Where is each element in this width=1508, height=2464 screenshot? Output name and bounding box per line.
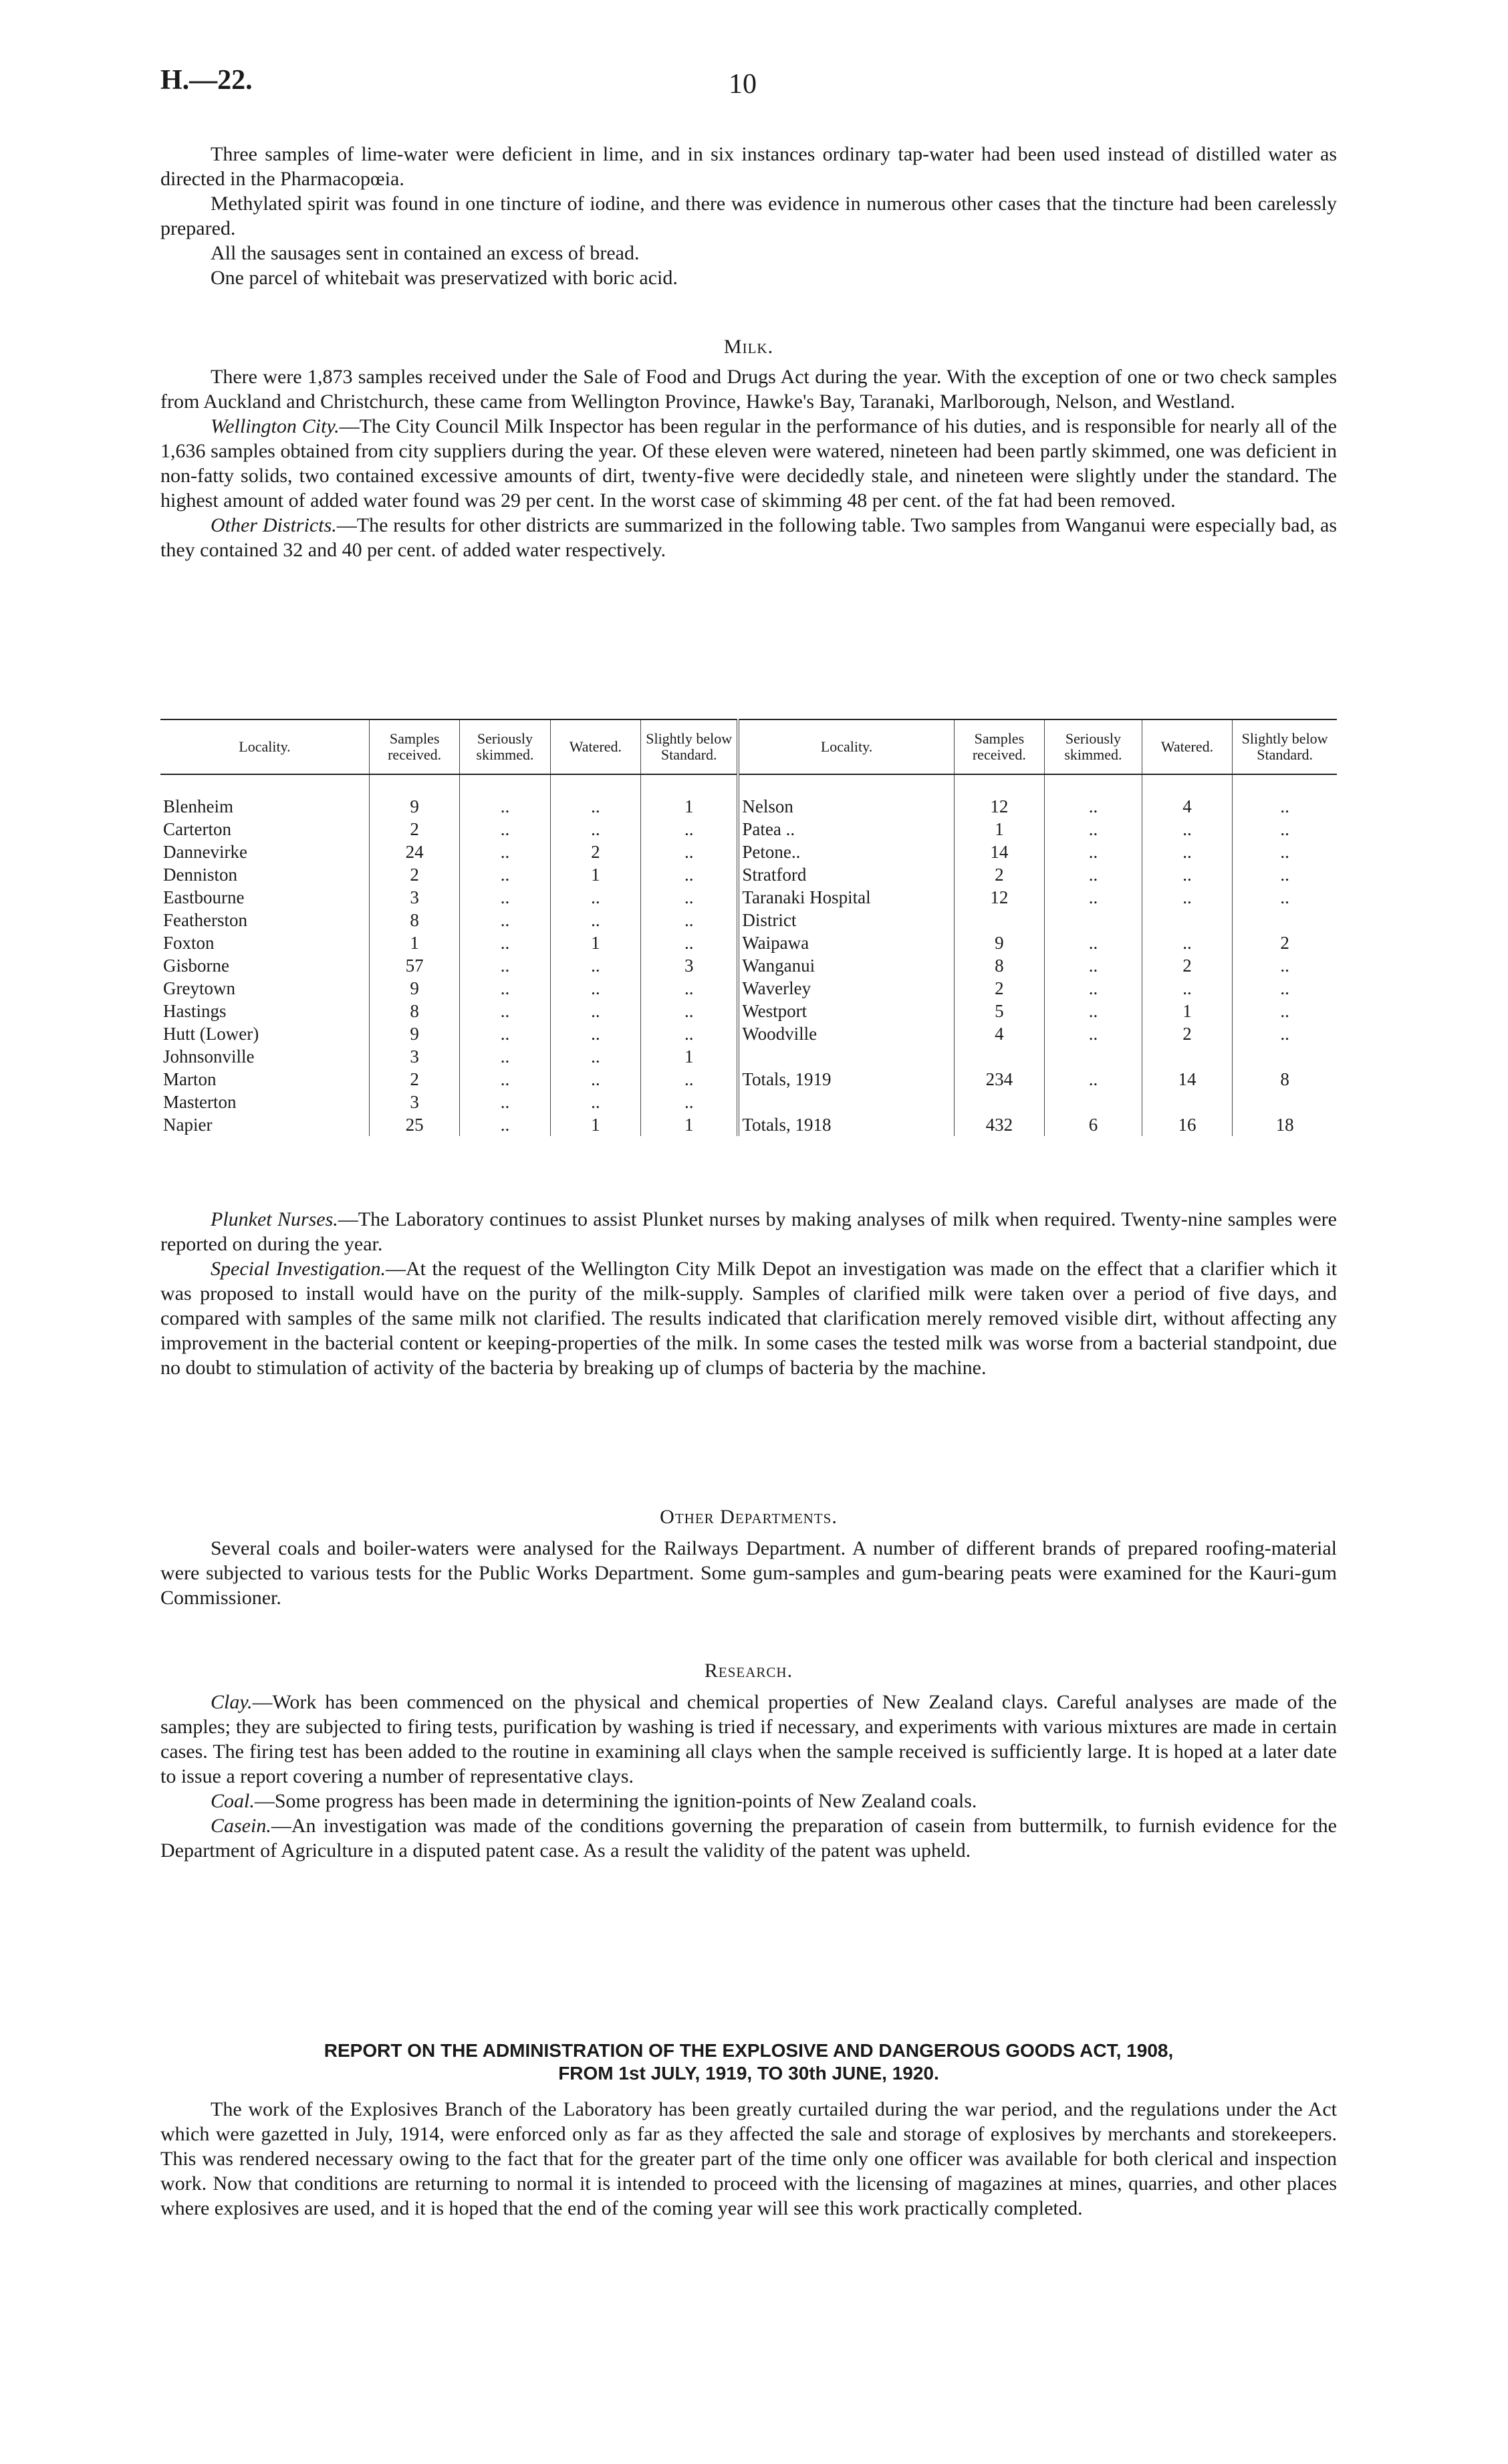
value-cell: .. (550, 818, 640, 841)
value-cell: .. (641, 1091, 739, 1113)
research-heading: Research. (704, 1660, 793, 1682)
header-watered: Watered. (1142, 719, 1232, 774)
value-cell: 24 (369, 841, 459, 863)
value-cell: .. (641, 1000, 739, 1022)
casein-lead: Casein. (211, 1815, 271, 1837)
value-cell: 3 (369, 886, 459, 909)
value-cell: .. (1233, 795, 1337, 818)
value-cell (1142, 909, 1232, 931)
value-cell: 1 (641, 1113, 739, 1136)
value-cell: .. (550, 909, 640, 931)
table-spacer-row (160, 774, 1337, 795)
value-cell: .. (460, 1091, 550, 1113)
value-cell: 1 (954, 818, 1044, 841)
other-districts-text: —The results for other districts are summarized in the following table. Two samples from Wanganui were especially bad, as they contained 32 and 40 per cent. of added water respectively. (160, 514, 1337, 561)
value-cell: .. (460, 931, 550, 954)
value-cell: 9 (954, 931, 1044, 954)
value-cell: .. (1142, 886, 1232, 909)
table-cell (641, 774, 739, 795)
value-cell: 5 (954, 1000, 1044, 1022)
value-cell: 14 (1142, 1068, 1232, 1091)
value-cell: .. (1142, 841, 1232, 863)
value-cell: .. (550, 1091, 640, 1113)
value-cell: 8 (369, 1000, 459, 1022)
value-cell: .. (641, 818, 739, 841)
milk-heading: Milk. (723, 336, 774, 358)
value-cell: .. (460, 1068, 550, 1091)
value-cell (1233, 909, 1337, 931)
value-cell: .. (641, 977, 739, 1000)
plunket-text: —The Laboratory continues to assist Plunket nurses by making analyses of milk when required. Twenty-nine samples were reported on during the year. (160, 1208, 1337, 1255)
locality-cell: Blenheim (163, 796, 233, 816)
other-districts-paragraph (160, 513, 1337, 562)
value-cell: .. (1045, 818, 1142, 841)
table-cell (550, 774, 640, 795)
value-cell: 8 (1233, 1068, 1337, 1091)
value-cell: .. (550, 1068, 640, 1091)
value-cell: 2 (1142, 954, 1232, 977)
header-samples: Samples received. (369, 719, 459, 774)
table-row (160, 1000, 1337, 1022)
header-locality: Locality. (738, 719, 954, 774)
clay-paragraph (160, 1690, 1337, 1789)
value-cell: .. (460, 841, 550, 863)
value-cell: 1 (641, 795, 739, 818)
locality-cell: Carterton (163, 818, 231, 839)
value-cell: .. (550, 795, 640, 818)
report-title-line2: FROM 1st JULY, 1919, TO 30th JUNE, 1920. (558, 2063, 939, 2084)
table-cell (1142, 774, 1232, 795)
locality-cell: Patea .. (738, 818, 954, 841)
value-cell: .. (1233, 841, 1337, 863)
value-cell: .. (641, 1022, 739, 1045)
value-cell: .. (1233, 1022, 1337, 1045)
wellington-city-text: —The City Council Milk Inspector has been regular in the performance of his duties, and is responsible for nearly all of the 1,636 samples obtained from city suppliers during the year. Of these eleven were watered, nineteen had been partly skimmed, one was deficient in non-fatty solids, two contained excessive amounts of dirt, twenty-five were decidedly stale, and nineteen were slightly under the standard. The highest amount of added water found was 29 per cent. In the worst case of skimming 48 per cent. of the fat had been removed. (160, 415, 1337, 512)
table-header-row (160, 719, 1337, 774)
value-cell: 2 (369, 818, 459, 841)
value-cell: 2 (369, 1068, 459, 1091)
other-departments-paragraph: Several coals and boiler-waters were analysed for the Railways Department. A number of different brands of prepared roofing-material were subjected to various tests for the Public Works Department. Some gum-samples and gum-bearing peats were examined for the Kauri-gum Commissioner. (160, 1537, 1337, 1609)
value-cell: 2 (1233, 931, 1337, 954)
value-cell: 4 (954, 1022, 1044, 1045)
value-cell (954, 1045, 1044, 1068)
research-section (160, 1658, 1337, 1863)
value-cell: 9 (369, 977, 459, 1000)
table-row (160, 1022, 1337, 1045)
value-cell: .. (460, 1045, 550, 1068)
value-cell (1233, 1091, 1337, 1113)
table-row (160, 841, 1337, 863)
intro-paragraph: All the sausages sent in contained an excess of bread. (211, 242, 640, 264)
value-cell: .. (1233, 954, 1337, 977)
coal-text: —Some progress has been made in determining the ignition-points of New Zealand coals. (254, 1790, 977, 1812)
header-skimmed: Seriously skimmed. (460, 719, 550, 774)
value-cell: .. (641, 909, 739, 931)
value-cell: .. (1045, 886, 1142, 909)
value-cell: .. (641, 931, 739, 954)
value-cell: 3 (369, 1091, 459, 1113)
value-cell: 3 (369, 1045, 459, 1068)
locality-cell: Petone.. (738, 841, 954, 863)
value-cell: .. (641, 1068, 739, 1091)
explosives-report-section (160, 2039, 1337, 2221)
value-cell: .. (460, 1113, 550, 1136)
locality-cell: Woodville (738, 1022, 954, 1045)
value-cell: 14 (954, 841, 1044, 863)
value-cell: .. (550, 1000, 640, 1022)
value-cell: 9 (369, 1022, 459, 1045)
coal-paragraph (160, 1789, 1337, 1813)
value-cell: .. (1233, 1000, 1337, 1022)
value-cell: .. (460, 795, 550, 818)
wellington-city-paragraph (160, 414, 1337, 513)
locality-cell: Greytown (163, 978, 235, 998)
page-number: 10 (729, 69, 757, 100)
plunket-paragraph (160, 1207, 1337, 1256)
locality-cell: Westport (738, 1000, 954, 1022)
table-row (160, 863, 1337, 886)
other-districts-lead: Other Districts. (211, 514, 337, 536)
table-body (160, 774, 1337, 1136)
value-cell: 234 (954, 1068, 1044, 1091)
value-cell: .. (641, 841, 739, 863)
table-cell (460, 774, 550, 795)
value-cell: .. (1142, 931, 1232, 954)
table-cell (369, 774, 459, 795)
locality-cell: Hutt (Lower) (163, 1023, 259, 1044)
value-cell: 8 (954, 954, 1044, 977)
value-cell: 2 (954, 977, 1044, 1000)
other-departments-heading: Other Departments. (660, 1506, 838, 1528)
header-skimmed: Seriously skimmed. (1045, 719, 1142, 774)
value-cell: .. (1045, 977, 1142, 1000)
casein-text: —An investigation was made of the conditions governing the preparation of casein from buttermilk, to furnish evidence for the Department of Agriculture in a disputed patent case. As a result the validity of the patent was upheld. (160, 1815, 1337, 1862)
value-cell: .. (1045, 1000, 1142, 1022)
value-cell: 1 (550, 863, 640, 886)
value-cell: .. (460, 1000, 550, 1022)
value-cell: .. (1142, 818, 1232, 841)
locality-cell: Nelson (738, 795, 954, 818)
value-cell (1045, 1045, 1142, 1068)
special-investigation-lead: Special Investigation. (211, 1258, 386, 1280)
value-cell: .. (1233, 863, 1337, 886)
locality-cell: Gisborne (163, 955, 229, 976)
header-below-standard: Slightly below Standard. (641, 719, 739, 774)
value-cell: 2 (369, 863, 459, 886)
table-row (160, 818, 1337, 841)
value-cell: .. (460, 886, 550, 909)
locality-cell: Waipawa (738, 931, 954, 954)
locality-cell: Napier (163, 1114, 213, 1135)
value-cell: 57 (369, 954, 459, 977)
value-cell (1142, 1091, 1232, 1113)
value-cell: .. (550, 954, 640, 977)
value-cell: .. (641, 886, 739, 909)
table-cell (954, 774, 1044, 795)
milk-section (160, 334, 1337, 562)
value-cell: .. (550, 977, 640, 1000)
intro-paragraph: Three samples of lime-water were deficient in lime, and in six instances ordinary tap-water had been used instead of distilled water as directed in the Pharmacopœia. (160, 143, 1337, 190)
value-cell: 9 (369, 795, 459, 818)
value-cell: 25 (369, 1113, 459, 1136)
value-cell: 1 (1142, 1000, 1232, 1022)
header-below-standard: Slightly below Standard. (1233, 719, 1337, 774)
plunket-lead: Plunket Nurses. (211, 1208, 338, 1230)
table-cell (1233, 774, 1337, 795)
locality-cell: Taranaki Hospital (738, 886, 954, 909)
report-paragraph: The work of the Explosives Branch of the Laboratory has been greatly curtailed during the war period, and the regulations under the Act which were gazetted in July, 1914, were enforced only as far as they affected the sale and storage of explosives by merchants and storekeepers. This was rendered necessary owing to the fact that for the greater part of the time only one officer was available for both clerical and inspection work. Now that conditions are returning to normal it is intended to proceed with the licensing of magazines at mines, quarries, and other places where explosives are used, and it is hoped that the end of the coming year will see this work practically completed. (160, 2098, 1337, 2219)
table-row (160, 977, 1337, 1000)
value-cell: .. (1045, 1022, 1142, 1045)
locality-cell: Wanganui (738, 954, 954, 977)
locality-cell: Waverley (738, 977, 954, 1000)
locality-cell: Hastings (163, 1000, 227, 1021)
header-samples: Samples received. (954, 719, 1044, 774)
table-row (160, 1091, 1337, 1113)
table-row (160, 931, 1337, 954)
wellington-city-lead: Wellington City. (211, 415, 340, 437)
value-cell: .. (460, 818, 550, 841)
milk-notes-section (160, 1207, 1337, 1380)
value-cell: .. (1045, 931, 1142, 954)
value-cell: 4 (1142, 795, 1232, 818)
locality-cell: District (738, 909, 954, 931)
value-cell: .. (1045, 795, 1142, 818)
value-cell: .. (1045, 863, 1142, 886)
table-row (160, 954, 1337, 977)
table-row (160, 795, 1337, 818)
value-cell (954, 909, 1044, 931)
value-cell: .. (460, 1022, 550, 1045)
header-locality: Locality. (160, 719, 369, 774)
locality-cell: Totals, 1918 (738, 1113, 954, 1136)
clay-lead: Clay. (211, 1691, 253, 1713)
locality-cell: Foxton (163, 932, 215, 953)
table-cell (738, 774, 954, 795)
milk-districts-table (160, 719, 1337, 1136)
intro-paragraph: Methylated spirit was found in one tincture of iodine, and there was evidence in numerous other cases that the tincture had been carelessly prepared. (160, 193, 1337, 239)
value-cell (1045, 1091, 1142, 1113)
value-cell: .. (460, 977, 550, 1000)
value-cell: .. (460, 909, 550, 931)
special-investigation-paragraph (160, 1256, 1337, 1380)
value-cell: .. (1142, 977, 1232, 1000)
value-cell: 1 (641, 1045, 739, 1068)
value-cell: .. (460, 863, 550, 886)
value-cell: 1 (550, 1113, 640, 1136)
value-cell (1142, 1045, 1232, 1068)
value-cell: 12 (954, 886, 1044, 909)
value-cell: 432 (954, 1113, 1044, 1136)
value-cell: 3 (641, 954, 739, 977)
value-cell: .. (550, 1045, 640, 1068)
value-cell: .. (1045, 1068, 1142, 1091)
value-cell: .. (1142, 863, 1232, 886)
header-watered: Watered. (550, 719, 640, 774)
locality-cell: Johnsonville (163, 1046, 255, 1067)
table-cell (160, 774, 369, 795)
value-cell: .. (1233, 977, 1337, 1000)
locality-cell: Masterton (163, 1091, 237, 1112)
value-cell: 12 (954, 795, 1044, 818)
table-cell (1045, 774, 1142, 795)
value-cell: 2 (550, 841, 640, 863)
value-cell: .. (1045, 841, 1142, 863)
table-row (160, 886, 1337, 909)
value-cell: .. (1233, 818, 1337, 841)
casein-paragraph (160, 1813, 1337, 1863)
value-cell: 1 (550, 931, 640, 954)
value-cell: .. (641, 863, 739, 886)
value-cell: 8 (369, 909, 459, 931)
value-cell: 16 (1142, 1113, 1232, 1136)
intro-paragraph: One parcel of whitebait was preservatized with boric acid. (211, 267, 678, 289)
value-cell: .. (460, 954, 550, 977)
table-row (160, 1045, 1337, 1068)
value-cell: 1 (369, 931, 459, 954)
report-title-line1: REPORT ON THE ADMINISTRATION OF THE EXPLOSIVE AND DANGEROUS GOODS ACT, 1908, (324, 2040, 1174, 2061)
clay-text: —Work has been commenced on the physical and chemical properties of New Zealand clays. Careful analyses are made of the samples; they are subjected to firing tests, purification by washing is tried if necessary, and experiments with various mixtures are made in certain cases. The firing test has been added to the routine in examining all clays when the sample received is sufficiently large. It is hoped at a later date to issue a report covering a number of representative clays. (160, 1691, 1337, 1787)
special-investigation-text: —At the request of the Wellington City Milk Depot an investigation was made on the effect that a clarifier which it was proposed to install would have on the purity of the milk-supply. Samples of clarified milk were taken over a period of five days, and compared with samples of the same milk not clarified. The results indicated that clarification merely removed visible dirt, without affecting any improvement in the bacterial content or keeping-properties of the milk. In some cases the tested milk was worse from a bacterial standpoint, due no doubt to stimulation of activity of the bacteria by breaking up of clumps of bacteria by the machine. (160, 1258, 1337, 1379)
locality-cell: Eastbourne (163, 887, 245, 907)
page-reference: H.—22. (160, 65, 253, 96)
value-cell: .. (1045, 954, 1142, 977)
value-cell (1233, 1045, 1337, 1068)
milk-paragraph: There were 1,873 samples received under the Sale of Food and Drugs Act during the year. With the exception of one or two check samples from Auckland and Christchurch, these came from Wellington Province, Hawke's Bay, Taranaki, Marlborough, Nelson, and Westland. (160, 366, 1337, 413)
intro-section (160, 142, 1337, 290)
locality-cell (738, 1091, 954, 1113)
locality-cell: Totals, 1919 (738, 1068, 954, 1091)
table-row (160, 1068, 1337, 1091)
value-cell: 2 (1142, 1022, 1232, 1045)
locality-cell: Dannevirke (163, 841, 247, 862)
coal-lead: Coal. (211, 1790, 255, 1812)
value-cell (954, 1091, 1044, 1113)
value-cell: .. (550, 1022, 640, 1045)
table-row (160, 909, 1337, 931)
value-cell: 6 (1045, 1113, 1142, 1136)
table-row (160, 1113, 1337, 1136)
value-cell: 18 (1233, 1113, 1337, 1136)
locality-cell: Stratford (738, 863, 954, 886)
locality-cell (738, 1045, 954, 1068)
value-cell: 2 (954, 863, 1044, 886)
value-cell (1045, 909, 1142, 931)
value-cell: .. (1233, 886, 1337, 909)
locality-cell: Featherston (163, 909, 247, 930)
value-cell: .. (550, 886, 640, 909)
locality-cell: Marton (163, 1069, 217, 1089)
other-departments-section (160, 1504, 1337, 1610)
locality-cell: Denniston (163, 864, 237, 885)
